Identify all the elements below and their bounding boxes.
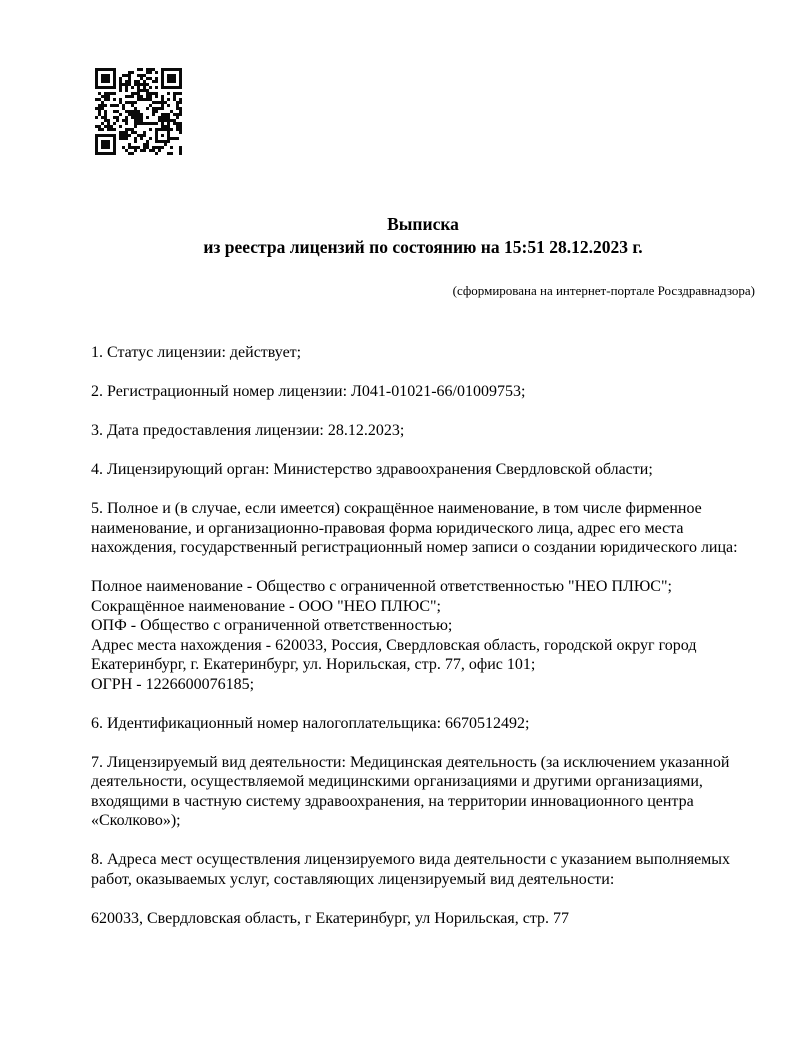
activity-address-line: 620033, Свердловская область, г Екатеринбург, ул Норильская, стр. 77 xyxy=(91,909,570,927)
document-body xyxy=(91,343,755,928)
company-address: Адрес места нахождения - 620033, Россия, Свердловская область, городской округ город Екатеринбург, г. Екатеринбург, ул. Норильская, стр. 77, офис 101; xyxy=(91,636,697,673)
company-full-name: Полное наименование - Общество с ограниченной ответственностью "НЕО ПЛЮС"; xyxy=(91,578,672,595)
company-legal-form: ОПФ - Общество с ограниченной ответственностью; xyxy=(91,617,453,634)
company-ogrn: ОГРН - 1226600076185; xyxy=(91,675,255,693)
document-title-line1: Выписка xyxy=(387,214,459,234)
company-short-name: Сокращённое наименование - ООО "НЕО ПЛЮС"; xyxy=(91,597,441,615)
document-subtitle: (сформирована на интернет-портале Росздравнадзора) xyxy=(452,283,755,298)
document-content xyxy=(91,0,755,948)
paragraph-registration-number: 2. Регистрационный номер лицензии: Л041-01021-66/01009753; xyxy=(91,383,526,400)
document-title xyxy=(91,213,755,258)
paragraph-licensed-activity: 7. Лицензируемый вид деятельности: Медицинская деятельность (за исключением указанной деятельности, осуществляемой медицинскими организациями и другими организациями, входящими в частную систему здравоохранения, на территории инновационного центра «Сколково»); xyxy=(91,753,730,829)
paragraph-activity-addresses-heading: 8. Адреса мест осуществления лицензируемого вида деятельности с указанием выполняемых работ, оказываемых услуг, составляющих лицензируемый вид деятельности: xyxy=(91,851,731,888)
paragraph-licensing-authority: 4. Лицензирующий орган: Министерство здравоохранения Свердловской области; xyxy=(91,461,653,478)
paragraph-grant-date: 3. Дата предоставления лицензии: 28.12.2023; xyxy=(91,422,405,439)
paragraph-company-heading: 5. Полное и (в случае, если имеется) сокращённое наименование, в том числе фирменное наименование, и организационно-правовая форма юридического лица, адрес его места нахождения, государственный регистрационный номер записи о создании юридического лица: xyxy=(91,500,738,556)
paragraph-inn: 6. Идентификационный номер налогоплательщика: 6670512492; xyxy=(91,714,530,732)
paragraph-license-status: 1. Статус лицензии: действует; xyxy=(91,344,302,361)
document-title-line2: из реестра лицензий по состоянию на 15:51 28.12.2023 г. xyxy=(203,236,643,257)
company-details-block xyxy=(91,577,755,694)
